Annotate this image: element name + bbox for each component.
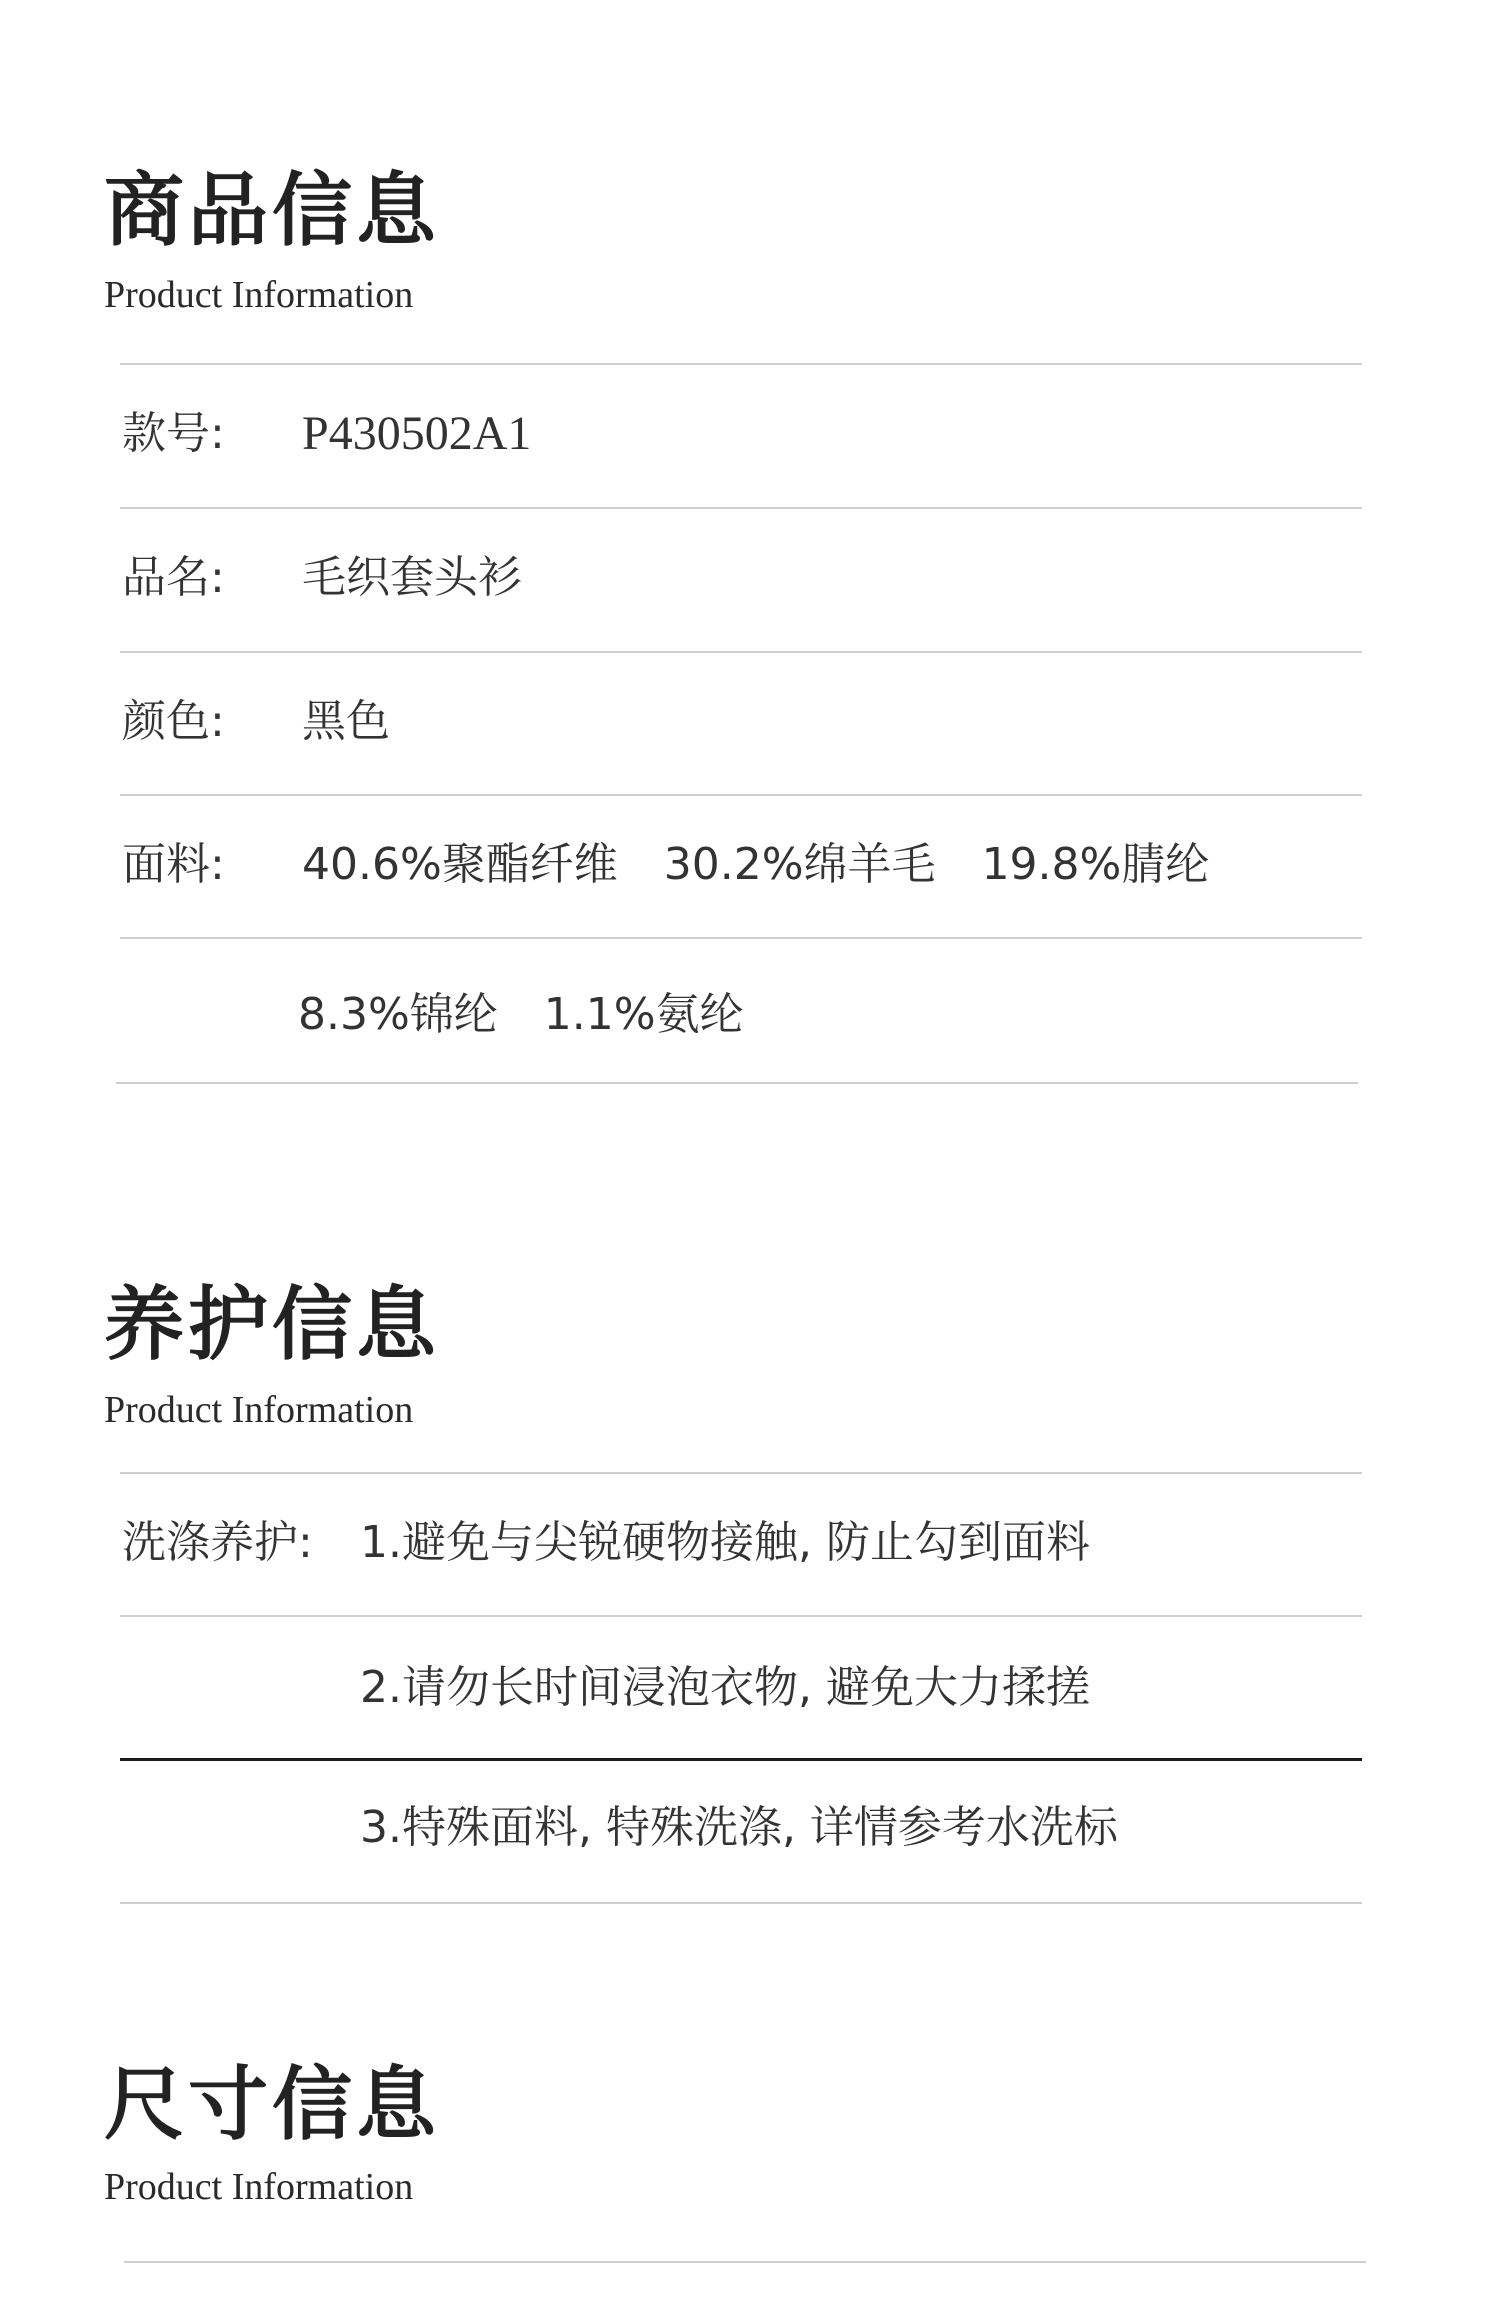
washing-care-label: 洗涤养护: <box>122 1517 313 1568</box>
style-number-label: 款号: <box>122 408 225 459</box>
fabric-item: 40.6%聚酯纤维 <box>302 839 618 890</box>
color-value: 黑色 <box>302 696 390 747</box>
product-info-title: 商品信息 <box>104 163 440 257</box>
fabric-item: 8.3%锦纶 <box>298 989 498 1040</box>
color-label: 颜色: <box>122 696 225 747</box>
care-item: 2.请勿长时间浸泡衣物, 避免大力揉搓 <box>360 1662 1090 1713</box>
fabric-label: 面料: <box>122 839 225 890</box>
care-item: 1.避免与尖锐硬物接触, 防止勾到面料 <box>360 1517 1090 1568</box>
fabric-item: 1.1%氨纶 <box>543 989 744 1040</box>
product-name-label: 品名: <box>122 552 225 603</box>
divider <box>124 2261 1366 2263</box>
care-info-title: 养护信息 <box>104 1277 440 1371</box>
product-info-subtitle: Product Information <box>104 274 414 316</box>
style-number-value: P430502A1 <box>302 407 532 460</box>
care-info-subtitle: Product Information <box>104 1389 414 1431</box>
fabric-item: 30.2%绵羊毛 <box>663 839 936 890</box>
fabric-item: 19.8%腈纶 <box>981 839 1210 890</box>
size-info-title: 尺寸信息 <box>104 2057 440 2151</box>
care-item: 3.特殊面料, 特殊洗涤, 详情参考水洗标 <box>360 1802 1118 1853</box>
product-name-value: 毛织套头衫 <box>302 552 522 603</box>
size-info-subtitle: Product Information <box>104 2166 414 2208</box>
